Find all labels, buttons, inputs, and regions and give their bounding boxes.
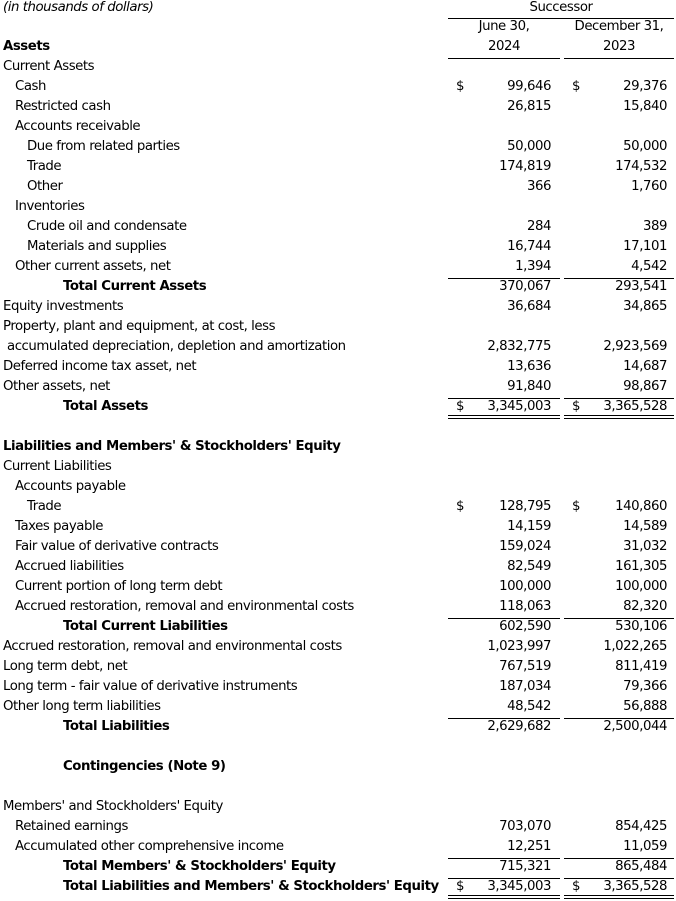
- value-dec-2023: 293,541: [615, 279, 667, 294]
- value-dec-2023: 3,365,528: [603, 879, 667, 894]
- value-dec-2023: 811,419: [615, 659, 667, 674]
- statement-row: [0, 357, 676, 377]
- row-label: Total Current Liabilities: [63, 619, 228, 634]
- statement-row: [0, 97, 676, 117]
- subtotal-rule: [448, 618, 560, 619]
- value-dec-2023: 174,532: [615, 159, 667, 174]
- statement-row: [0, 577, 676, 597]
- value-dec-2023: 140,860: [615, 499, 667, 514]
- currency-symbol: $: [572, 399, 581, 414]
- value-jun-2024: 36,684: [507, 299, 551, 314]
- statement-row: [0, 457, 676, 477]
- row-label: Other long term liabilities: [3, 699, 161, 714]
- statement-row: [0, 857, 676, 877]
- value-dec-2023: 14,687: [623, 359, 667, 374]
- value-dec-2023: 79,366: [623, 679, 667, 694]
- row-label: Liabilities and Members' & Stockholders' Equity: [3, 439, 341, 454]
- row-label: Other assets, net: [3, 379, 110, 394]
- value-jun-2024: 703,070: [499, 819, 551, 834]
- spacer-row: [0, 417, 676, 437]
- statement-row: [0, 637, 676, 657]
- value-dec-2023: 1,760: [631, 179, 667, 194]
- row-label: Total Liabilities and Members' & Stockholders' Equity: [63, 879, 439, 894]
- statement-row: [0, 217, 676, 237]
- value-jun-2024: 366: [526, 179, 551, 194]
- row-label: Trade: [27, 499, 62, 514]
- currency-symbol: $: [456, 879, 465, 894]
- statement-row: [0, 237, 676, 257]
- period-label: Successor: [529, 0, 593, 15]
- value-jun-2024: 128,795: [499, 499, 551, 514]
- value-jun-2024: 14,159: [507, 519, 551, 534]
- value-jun-2024: 767,519: [499, 659, 551, 674]
- row-label: Accounts payable: [15, 479, 126, 494]
- total-double-rule: [448, 898, 560, 899]
- total-double-rule: [448, 415, 560, 416]
- units-note: (in thousands of dollars): [3, 0, 154, 15]
- value-dec-2023: 15,840: [623, 99, 667, 114]
- statement-row: [0, 617, 676, 637]
- subtotal-rule: [564, 858, 674, 859]
- row-label: Materials and supplies: [27, 239, 167, 254]
- value-dec-2023: 1,022,265: [603, 639, 667, 654]
- statement-row: [0, 717, 676, 737]
- statement-row: [0, 877, 676, 897]
- subtotal-rule: [564, 718, 674, 719]
- statement-row: [0, 537, 676, 557]
- total-double-rule: [564, 415, 674, 416]
- value-dec-2023: 34,865: [623, 299, 667, 314]
- total-double-rule: [564, 895, 674, 896]
- row-label: Fair value of derivative contracts: [15, 539, 219, 554]
- row-label: Cash: [15, 79, 46, 94]
- row-label: Property, plant and equipment, at cost, less: [3, 319, 276, 334]
- statement-row: [0, 197, 676, 217]
- currency-symbol: $: [572, 499, 581, 514]
- total-double-rule: [564, 898, 674, 899]
- value-jun-2024: 3,345,003: [487, 399, 551, 414]
- row-label: Long term - fair value of derivative instruments: [3, 679, 298, 694]
- col1-header-line2: 2024: [487, 39, 521, 54]
- statement-row: [0, 37, 676, 57]
- row-label: Accrued restoration, removal and environmental costs: [3, 639, 342, 654]
- row-label: Trade: [27, 159, 62, 174]
- value-dec-2023: 4,542: [631, 259, 667, 274]
- subtotal-rule: [448, 398, 560, 399]
- value-jun-2024: 715,321: [499, 859, 551, 874]
- row-label: Total Liabilities: [63, 719, 170, 734]
- row-label: Other current assets, net: [15, 259, 171, 274]
- subtotal-rule: [448, 878, 560, 879]
- statement-row: [0, 817, 676, 837]
- row-label: Accumulated other comprehensive income: [15, 839, 284, 854]
- row-label: Restricted cash: [15, 99, 111, 114]
- value-dec-2023: 14,589: [623, 519, 667, 534]
- row-label: Equity investments: [3, 299, 124, 314]
- row-label: Deferred income tax asset, net: [3, 359, 197, 374]
- row-label: Members' and Stockholders' Equity: [3, 799, 223, 814]
- subtotal-rule: [564, 878, 674, 879]
- value-dec-2023: 100,000: [615, 579, 667, 594]
- value-dec-2023: 2,500,044: [603, 719, 667, 734]
- subtotal-rule: [564, 278, 674, 279]
- value-jun-2024: 159,024: [499, 539, 551, 554]
- value-jun-2024: 3,345,003: [487, 879, 551, 894]
- row-label: Contingencies (Note 9): [63, 759, 226, 774]
- value-jun-2024: 1,023,997: [487, 639, 551, 654]
- value-dec-2023: 2,923,569: [603, 339, 667, 354]
- statement-row: [0, 837, 676, 857]
- value-dec-2023: 865,484: [615, 859, 667, 874]
- total-double-rule: [448, 895, 560, 896]
- value-jun-2024: 370,067: [499, 279, 551, 294]
- currency-symbol: $: [572, 79, 581, 94]
- row-label: Assets: [3, 39, 50, 54]
- value-jun-2024: 2,832,775: [487, 339, 551, 354]
- value-jun-2024: 48,542: [507, 699, 551, 714]
- row-label: Current Assets: [3, 59, 95, 74]
- statement-row: [0, 677, 676, 697]
- statement-row: [0, 157, 676, 177]
- row-label: Accrued restoration, removal and environmental costs: [15, 599, 354, 614]
- value-jun-2024: 26,815: [507, 99, 551, 114]
- value-dec-2023: 3,365,528: [603, 399, 667, 414]
- value-jun-2024: 284: [526, 219, 551, 234]
- spacer-row: [0, 777, 676, 797]
- subtotal-rule: [564, 398, 674, 399]
- row-label: Other: [27, 179, 63, 194]
- value-jun-2024: 50,000: [507, 139, 551, 154]
- statement-row: [0, 377, 676, 397]
- statement-row: [0, 657, 676, 677]
- statement-row: [0, 477, 676, 497]
- row-label: Current portion of long term debt: [15, 579, 223, 594]
- spacer-row: [0, 737, 676, 757]
- value-jun-2024: 13,636: [507, 359, 551, 374]
- statement-row: [0, 757, 676, 777]
- col1-header-line1: June 30,: [478, 19, 530, 34]
- value-jun-2024: 100,000: [499, 579, 551, 594]
- row-label: Total Members' & Stockholders' Equity: [63, 859, 336, 874]
- statement-row: [0, 797, 676, 817]
- statement-row: [0, 257, 676, 277]
- value-jun-2024: 602,590: [499, 619, 551, 634]
- value-dec-2023: 50,000: [623, 139, 667, 154]
- statement-row: [0, 557, 676, 577]
- value-dec-2023: 82,320: [623, 599, 667, 614]
- value-jun-2024: 118,063: [499, 599, 551, 614]
- statement-row: [0, 117, 676, 137]
- value-dec-2023: 854,425: [615, 819, 667, 834]
- value-dec-2023: 530,106: [615, 619, 667, 634]
- value-jun-2024: 99,646: [507, 79, 551, 94]
- subtotal-rule: [448, 278, 560, 279]
- row-label: accumulated depreciation, depletion and amortization: [7, 339, 346, 354]
- value-dec-2023: 17,101: [623, 239, 667, 254]
- value-jun-2024: 2,629,682: [487, 719, 551, 734]
- value-dec-2023: 56,888: [623, 699, 667, 714]
- value-dec-2023: 31,032: [623, 539, 667, 554]
- row-label: Total Assets: [63, 399, 148, 414]
- subtotal-rule: [564, 618, 674, 619]
- subtotal-rule: [448, 858, 560, 859]
- currency-symbol: $: [572, 879, 581, 894]
- row-label: Accounts receivable: [15, 119, 141, 134]
- statement-row: [0, 397, 676, 417]
- statement-row: [0, 437, 676, 457]
- subtotal-rule: [448, 718, 560, 719]
- value-jun-2024: 1,394: [515, 259, 551, 274]
- row-label: Total Current Assets: [63, 279, 207, 294]
- col2-header-line2: 2023: [602, 39, 636, 54]
- statement-row: [0, 337, 676, 357]
- value-jun-2024: 82,549: [507, 559, 551, 574]
- value-dec-2023: 29,376: [623, 79, 667, 94]
- row-label: Crude oil and condensate: [27, 219, 187, 234]
- value-jun-2024: 91,840: [507, 379, 551, 394]
- statement-row: [0, 297, 676, 317]
- currency-symbol: $: [456, 79, 465, 94]
- statement-row: [0, 697, 676, 717]
- value-dec-2023: 98,867: [623, 379, 667, 394]
- statement-row: [0, 317, 676, 337]
- statement-row: [0, 57, 676, 77]
- statement-row: [0, 137, 676, 157]
- value-jun-2024: 12,251: [507, 839, 551, 854]
- row-label: Current Liabilities: [3, 459, 112, 474]
- statement-row: [0, 517, 676, 537]
- statement-row: [0, 177, 676, 197]
- value-dec-2023: 11,059: [623, 839, 667, 854]
- currency-symbol: $: [456, 399, 465, 414]
- row-label: Accrued liabilities: [15, 559, 124, 574]
- row-label: Taxes payable: [15, 519, 103, 534]
- row-label: Retained earnings: [15, 819, 128, 834]
- row-label: Long term debt, net: [3, 659, 128, 674]
- value-jun-2024: 16,744: [507, 239, 551, 254]
- value-dec-2023: 389: [642, 219, 667, 234]
- value-jun-2024: 187,034: [499, 679, 551, 694]
- statement-row: [0, 597, 676, 617]
- currency-symbol: $: [456, 499, 465, 514]
- statement-row: [0, 77, 676, 97]
- col2-header-line1: December 31,: [574, 19, 664, 34]
- value-jun-2024: 174,819: [499, 159, 551, 174]
- statement-row: [0, 497, 676, 517]
- row-label: Inventories: [15, 199, 85, 214]
- value-dec-2023: 161,305: [615, 559, 667, 574]
- row-label: Due from related parties: [27, 139, 180, 154]
- statement-row: [0, 277, 676, 297]
